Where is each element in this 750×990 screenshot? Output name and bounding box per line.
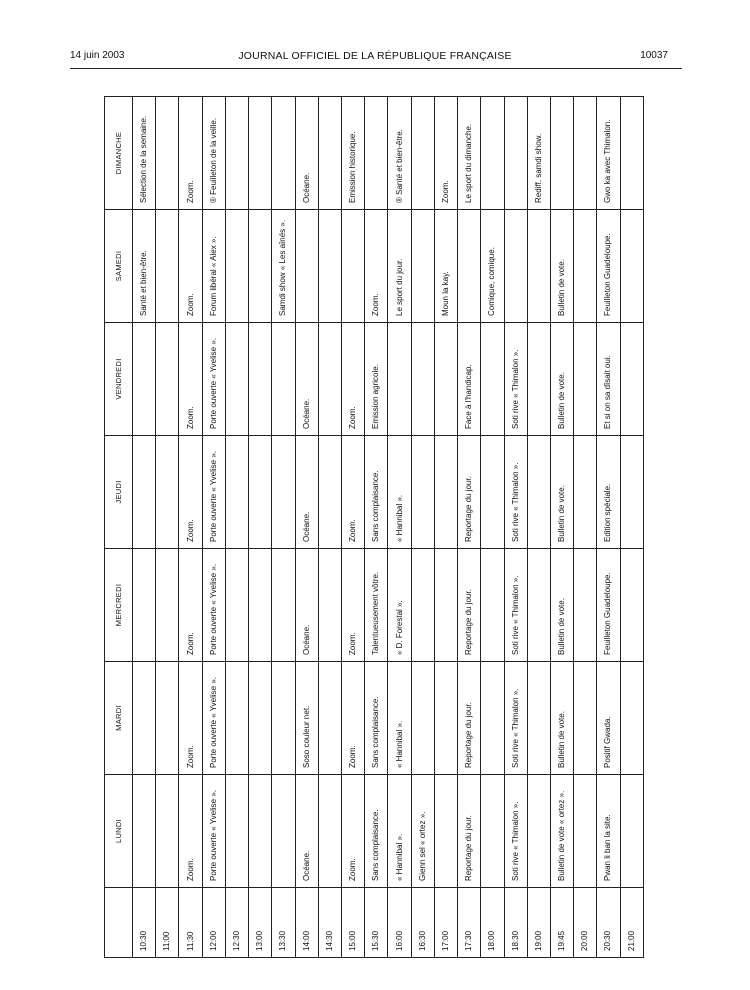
program-cell xyxy=(574,323,597,436)
program-cell: Sans complaisance. xyxy=(365,775,388,888)
program-cell: Porte ouverte « Yvelise ». xyxy=(202,775,225,888)
program-cell xyxy=(156,323,179,436)
program-cell xyxy=(481,662,504,775)
program-cell: Gwo ka avec Thimalon. xyxy=(597,97,620,210)
program-cell xyxy=(411,97,434,210)
table-row xyxy=(434,97,457,958)
program-cell: Samdi show « Les aînés ». xyxy=(272,210,295,323)
program-cell: Soti rive « Thimalon ». xyxy=(504,549,527,662)
time-slot-cell: 13:00 xyxy=(249,888,272,958)
program-cell: Océane. xyxy=(295,775,318,888)
program-cell xyxy=(574,662,597,775)
program-cell xyxy=(156,436,179,549)
program-cell: Soti rive « Thimalon ». xyxy=(504,436,527,549)
program-cell: Bulletin de vote. xyxy=(550,323,573,436)
program-cell xyxy=(133,775,156,888)
program-cell: Positif Gwada. xyxy=(597,662,620,775)
table-row xyxy=(156,97,179,958)
program-cell xyxy=(249,775,272,888)
program-cell xyxy=(411,210,434,323)
program-cell xyxy=(434,549,457,662)
program-cell: Porte ouverte « Yvelise ». xyxy=(202,323,225,436)
program-cell xyxy=(481,323,504,436)
program-cell: Zoom. xyxy=(179,323,202,436)
program-cell xyxy=(411,549,434,662)
time-column-header xyxy=(105,888,133,958)
time-slot-cell: 11:00 xyxy=(156,888,179,958)
program-cell xyxy=(481,97,504,210)
program-cell: Rediff. samdi show. xyxy=(527,97,550,210)
program-cell: Comique, comique. xyxy=(481,210,504,323)
program-cell xyxy=(156,549,179,662)
program-cell: Océane. xyxy=(295,97,318,210)
day-header: JEUDI xyxy=(105,436,133,549)
table-row xyxy=(527,97,550,958)
table-row xyxy=(458,97,481,958)
program-cell: Soti rive « Thimalon ». xyxy=(504,662,527,775)
table-row xyxy=(481,97,504,958)
program-cell xyxy=(481,549,504,662)
program-cell: Reportage du jour. xyxy=(458,775,481,888)
program-cell xyxy=(504,210,527,323)
program-cell: Zoom. xyxy=(179,549,202,662)
program-cell xyxy=(249,549,272,662)
day-header: MARDI xyxy=(105,662,133,775)
program-cell xyxy=(458,210,481,323)
program-cell: Océane. xyxy=(295,323,318,436)
program-schedule-table xyxy=(104,96,644,958)
program-cell xyxy=(318,436,341,549)
table-row xyxy=(225,97,248,958)
program-cell xyxy=(318,775,341,888)
program-cell: Zoom. xyxy=(179,775,202,888)
program-cell xyxy=(620,775,643,888)
program-cell xyxy=(225,97,248,210)
program-cell xyxy=(225,323,248,436)
program-cell: Sans complaisance. xyxy=(365,436,388,549)
program-cell xyxy=(388,323,411,436)
program-cell: Le sport du dimanche. xyxy=(458,97,481,210)
program-cell xyxy=(249,662,272,775)
program-cell: Gienn sel « ortez ». xyxy=(411,775,434,888)
program-cell: Pwan li ban la site. xyxy=(597,775,620,888)
table-header-row xyxy=(105,97,133,958)
program-cell xyxy=(156,775,179,888)
program-cell xyxy=(527,436,550,549)
day-header: SAMEDI xyxy=(105,210,133,323)
program-cell: Reportage du jour. xyxy=(458,662,481,775)
program-cell: Bulletin de vote. xyxy=(550,436,573,549)
program-cell: Bulletin de vote. xyxy=(550,662,573,775)
program-cell xyxy=(527,549,550,662)
day-header: LUNDI xyxy=(105,775,133,888)
time-slot-cell: 17:00 xyxy=(434,888,457,958)
program-cell: Porte ouverte « Yvelise ». xyxy=(202,549,225,662)
program-cell xyxy=(411,323,434,436)
program-cell xyxy=(225,210,248,323)
time-slot-cell: 21:00 xyxy=(620,888,643,958)
program-cell: Océane. xyxy=(295,436,318,549)
program-cell: Forum libéral « Alex ». xyxy=(202,210,225,323)
time-slot-cell: 15:00 xyxy=(341,888,364,958)
table-row xyxy=(504,97,527,958)
time-slot-cell: 13:30 xyxy=(272,888,295,958)
program-cell xyxy=(272,549,295,662)
program-cell: ® Santé et bien-être. xyxy=(388,97,411,210)
table-row xyxy=(272,97,295,958)
program-cell xyxy=(156,662,179,775)
time-slot-cell: 11:30 xyxy=(179,888,202,958)
program-cell xyxy=(434,436,457,549)
program-cell xyxy=(272,775,295,888)
program-cell xyxy=(365,97,388,210)
program-cell xyxy=(272,436,295,549)
program-cell xyxy=(133,549,156,662)
program-cell: Zoom. xyxy=(434,97,457,210)
program-cell xyxy=(318,662,341,775)
program-cell xyxy=(481,436,504,549)
table-row xyxy=(411,97,434,958)
schedule-body xyxy=(133,97,644,958)
program-cell xyxy=(574,210,597,323)
program-cell: Zoom. xyxy=(341,323,364,436)
time-slot-cell: 20:00 xyxy=(574,888,597,958)
program-cell xyxy=(133,436,156,549)
day-header: MERCREDI xyxy=(105,549,133,662)
program-cell xyxy=(550,97,573,210)
program-cell xyxy=(574,549,597,662)
program-cell xyxy=(620,662,643,775)
page-date: 14 juin 2003 xyxy=(70,50,125,61)
table-row xyxy=(365,97,388,958)
program-cell xyxy=(133,323,156,436)
program-cell: « Hannibal ». xyxy=(388,662,411,775)
program-cell xyxy=(272,97,295,210)
program-cell xyxy=(434,323,457,436)
program-cell: Edition spéciale. xyxy=(597,436,620,549)
table-row xyxy=(202,97,225,958)
program-cell xyxy=(225,436,248,549)
program-cell xyxy=(225,549,248,662)
program-cell: Zoom. xyxy=(365,210,388,323)
program-cell xyxy=(318,549,341,662)
day-header: VENDREDI xyxy=(105,323,133,436)
program-cell: Zoom. xyxy=(341,549,364,662)
day-header: DIMANCHE xyxy=(105,97,133,210)
program-cell xyxy=(527,210,550,323)
program-cell: Sélection de la semaine. xyxy=(133,97,156,210)
table-row xyxy=(295,97,318,958)
program-cell xyxy=(481,775,504,888)
program-cell xyxy=(411,436,434,549)
program-cell: Soso couleur net. xyxy=(295,662,318,775)
program-cell xyxy=(620,210,643,323)
time-slot-cell: 10:30 xyxy=(133,888,156,958)
program-cell xyxy=(225,662,248,775)
journal-title: JOURNAL OFFICIEL DE LA RÉPUBLIQUE FRANÇAISE xyxy=(238,50,512,62)
program-cell: Zoom. xyxy=(341,436,364,549)
program-cell: Reportage du jour. xyxy=(458,436,481,549)
program-cell: Porte ouverte « Yvelise ». xyxy=(202,436,225,549)
program-cell xyxy=(620,549,643,662)
time-slot-cell: 18:00 xyxy=(481,888,504,958)
time-slot-cell: 16:00 xyxy=(388,888,411,958)
time-slot-cell: 19:00 xyxy=(527,888,550,958)
program-cell: Moun la kay. xyxy=(434,210,457,323)
program-cell: Bulletin de vote « ortez ». xyxy=(550,775,573,888)
table-row xyxy=(550,97,573,958)
program-cell xyxy=(620,97,643,210)
program-cell xyxy=(249,436,272,549)
time-slot-cell: 20:30 xyxy=(597,888,620,958)
program-cell xyxy=(318,210,341,323)
program-cell xyxy=(249,210,272,323)
program-cell: Santé et bien-être. xyxy=(133,210,156,323)
program-cell: Zoom. xyxy=(179,662,202,775)
program-cell: Le sport du jour. xyxy=(388,210,411,323)
time-slot-cell: 12:00 xyxy=(202,888,225,958)
program-cell: ® Feuilleton de la veille. xyxy=(202,97,225,210)
table-row xyxy=(597,97,620,958)
program-cell: Soti rive « Thimalon ». xyxy=(504,775,527,888)
program-cell xyxy=(295,210,318,323)
program-cell xyxy=(318,323,341,436)
program-cell: Océane. xyxy=(295,549,318,662)
program-cell xyxy=(620,323,643,436)
time-slot-cell: 19:45 xyxy=(550,888,573,958)
program-cell: Zoom. xyxy=(341,775,364,888)
table-row xyxy=(620,97,643,958)
header-divider xyxy=(70,68,682,69)
time-slot-cell: 12:30 xyxy=(225,888,248,958)
program-cell: Zoom. xyxy=(179,97,202,210)
program-cell xyxy=(272,323,295,436)
program-cell xyxy=(225,775,248,888)
table-row xyxy=(388,97,411,958)
time-slot-cell: 16:30 xyxy=(411,888,434,958)
program-cell xyxy=(272,662,295,775)
program-cell xyxy=(156,210,179,323)
program-cell: Zoom. xyxy=(179,210,202,323)
program-cell: Soti rive « Thimalon ». xyxy=(504,323,527,436)
program-cell: Zoom. xyxy=(179,436,202,549)
page-number: 10037 xyxy=(640,50,668,61)
program-cell xyxy=(318,97,341,210)
program-cell xyxy=(434,662,457,775)
schedule-table-container xyxy=(104,96,644,958)
program-cell xyxy=(574,436,597,549)
program-cell xyxy=(434,775,457,888)
program-cell: Emission historique. xyxy=(341,97,364,210)
program-cell: « Hannibal ». xyxy=(388,775,411,888)
program-cell: Bulletin de vote. xyxy=(550,549,573,662)
program-cell: Et si on sa dîsait oui. xyxy=(597,323,620,436)
table-row xyxy=(179,97,202,958)
program-cell: Sans complaisance. xyxy=(365,662,388,775)
program-cell: Bulletin de vote. xyxy=(550,210,573,323)
program-cell xyxy=(504,97,527,210)
program-cell xyxy=(249,323,272,436)
program-cell: Feuilleton Guadeloupe. xyxy=(597,549,620,662)
program-cell xyxy=(527,662,550,775)
program-cell xyxy=(527,323,550,436)
time-slot-cell: 15:30 xyxy=(365,888,388,958)
program-cell: Feuilleton Guadeloupe. xyxy=(597,210,620,323)
program-cell xyxy=(620,436,643,549)
program-cell xyxy=(249,97,272,210)
table-row xyxy=(574,97,597,958)
program-cell xyxy=(527,775,550,888)
program-cell: Zoom. xyxy=(341,662,364,775)
program-cell xyxy=(574,97,597,210)
time-slot-cell: 18:30 xyxy=(504,888,527,958)
program-cell xyxy=(133,662,156,775)
program-cell: « Hannibal ». xyxy=(388,436,411,549)
program-cell: Porte ouverte « Yvelise ». xyxy=(202,662,225,775)
program-cell: « D. Forestal ». xyxy=(388,549,411,662)
program-cell xyxy=(574,775,597,888)
program-cell: Face à l'handicap. xyxy=(458,323,481,436)
time-slot-cell: 14:30 xyxy=(318,888,341,958)
program-cell xyxy=(341,210,364,323)
table-row xyxy=(249,97,272,958)
program-cell: Reportage du jour. xyxy=(458,549,481,662)
table-row xyxy=(341,97,364,958)
program-cell xyxy=(156,97,179,210)
program-cell xyxy=(411,662,434,775)
program-cell: Talentueusement vôtre. xyxy=(365,549,388,662)
time-slot-cell: 17:30 xyxy=(458,888,481,958)
table-row xyxy=(318,97,341,958)
program-cell: Emission agricole. xyxy=(365,323,388,436)
time-slot-cell: 14:00 xyxy=(295,888,318,958)
table-row xyxy=(133,97,156,958)
